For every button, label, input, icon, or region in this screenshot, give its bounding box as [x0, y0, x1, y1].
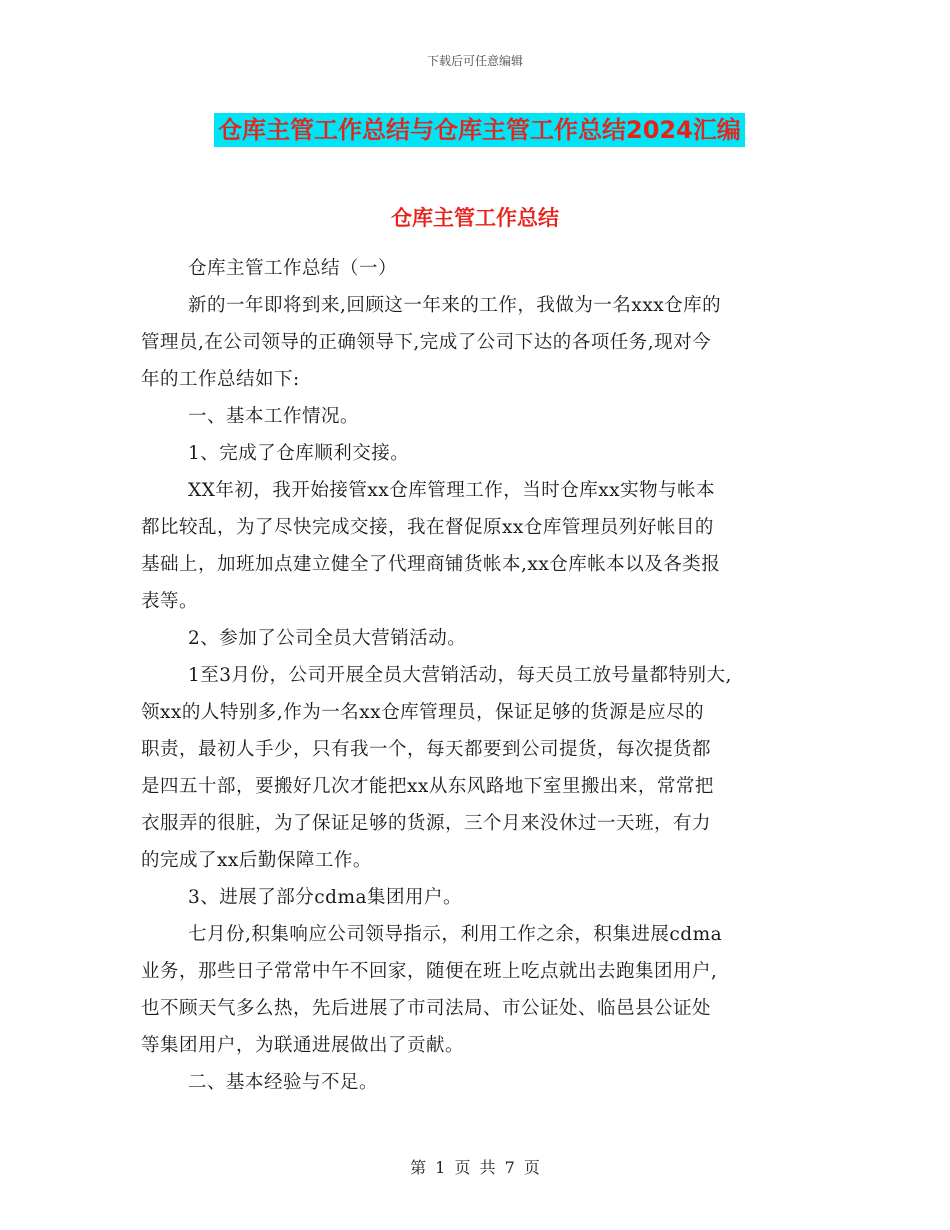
body-line: 表等。 [141, 591, 199, 612]
body-line: 领xx的人特别多,作为一名xx仓库管理员，保证足够的货源是应尽的 [141, 702, 705, 723]
body-line: 衣服弄的很脏，为了保证足够的货源，三个月来没休过一天班，有力 [141, 813, 712, 834]
body-line: 一、基本工作情况。 [188, 406, 360, 427]
body-line: 是四五十部，要搬好几次才能把xx从东风路地下室里搬出来，常常把 [141, 776, 714, 797]
body-line: XX年初，我开始接管xx仓库管理工作，当时仓库xx实物与帐本 [188, 480, 716, 501]
document-body [141, 250, 831, 1101]
page-number: 第 1 页 共 7 页 [410, 1158, 540, 1177]
body-line: 年的工作总结如下: [141, 369, 300, 390]
body-line: 2、参加了公司全员大营销活动。 [188, 628, 467, 649]
body-line: 管理员,在公司领导的正确领导下,完成了公司下达的各项任务,现对今 [141, 332, 712, 353]
body-line: 业务，那些日子常常中午不回家，随便在班上吃点就出去跑集团用户, [141, 961, 718, 982]
body-line: 二、基本经验与不足。 [188, 1072, 379, 1093]
body-line: 都比较乱，为了尽快完成交接，我在督促原xx仓库管理员列好帐目的 [141, 517, 714, 538]
document-title: 仓库主管工作总结与仓库主管工作总结2024汇编 [214, 113, 745, 147]
body-line: 的完成了xx后勤保障工作。 [141, 850, 372, 871]
body-line: 1至3月份，公司开展全员大营销活动，每天员工放号量都特别大, [188, 665, 732, 686]
body-line: 基础上，加班加点建立健全了代理商铺货帐本,xx仓库帐本以及各类报 [141, 554, 721, 575]
body-line: 七月份,积集响应公司领导指示，利用工作之余，积集进展cdma [188, 924, 723, 945]
body-line: 等集团用户，为联通进展做出了贡献。 [141, 1035, 465, 1056]
body-line: 1、完成了仓库顺利交接。 [188, 443, 410, 464]
page-header-note: 下载后可任意编辑 [426, 54, 523, 68]
body-line: 3、进展了部分cdma集团用户。 [188, 887, 463, 908]
section-title: 仓库主管工作总结 [391, 206, 559, 230]
body-line: 也不顾天气多么热，先后进展了市司法局、市公证处、临邑县公证处 [141, 998, 712, 1019]
body-line: 职责，最初人手少，只有我一个，每天都要到公司提货，每次提货都 [141, 739, 712, 760]
body-line: 新的一年即将到来,回顾这一年来的工作，我做为一名xxx仓库的 [188, 295, 722, 316]
body-line: 仓库主管工作总结（一） [188, 258, 398, 279]
